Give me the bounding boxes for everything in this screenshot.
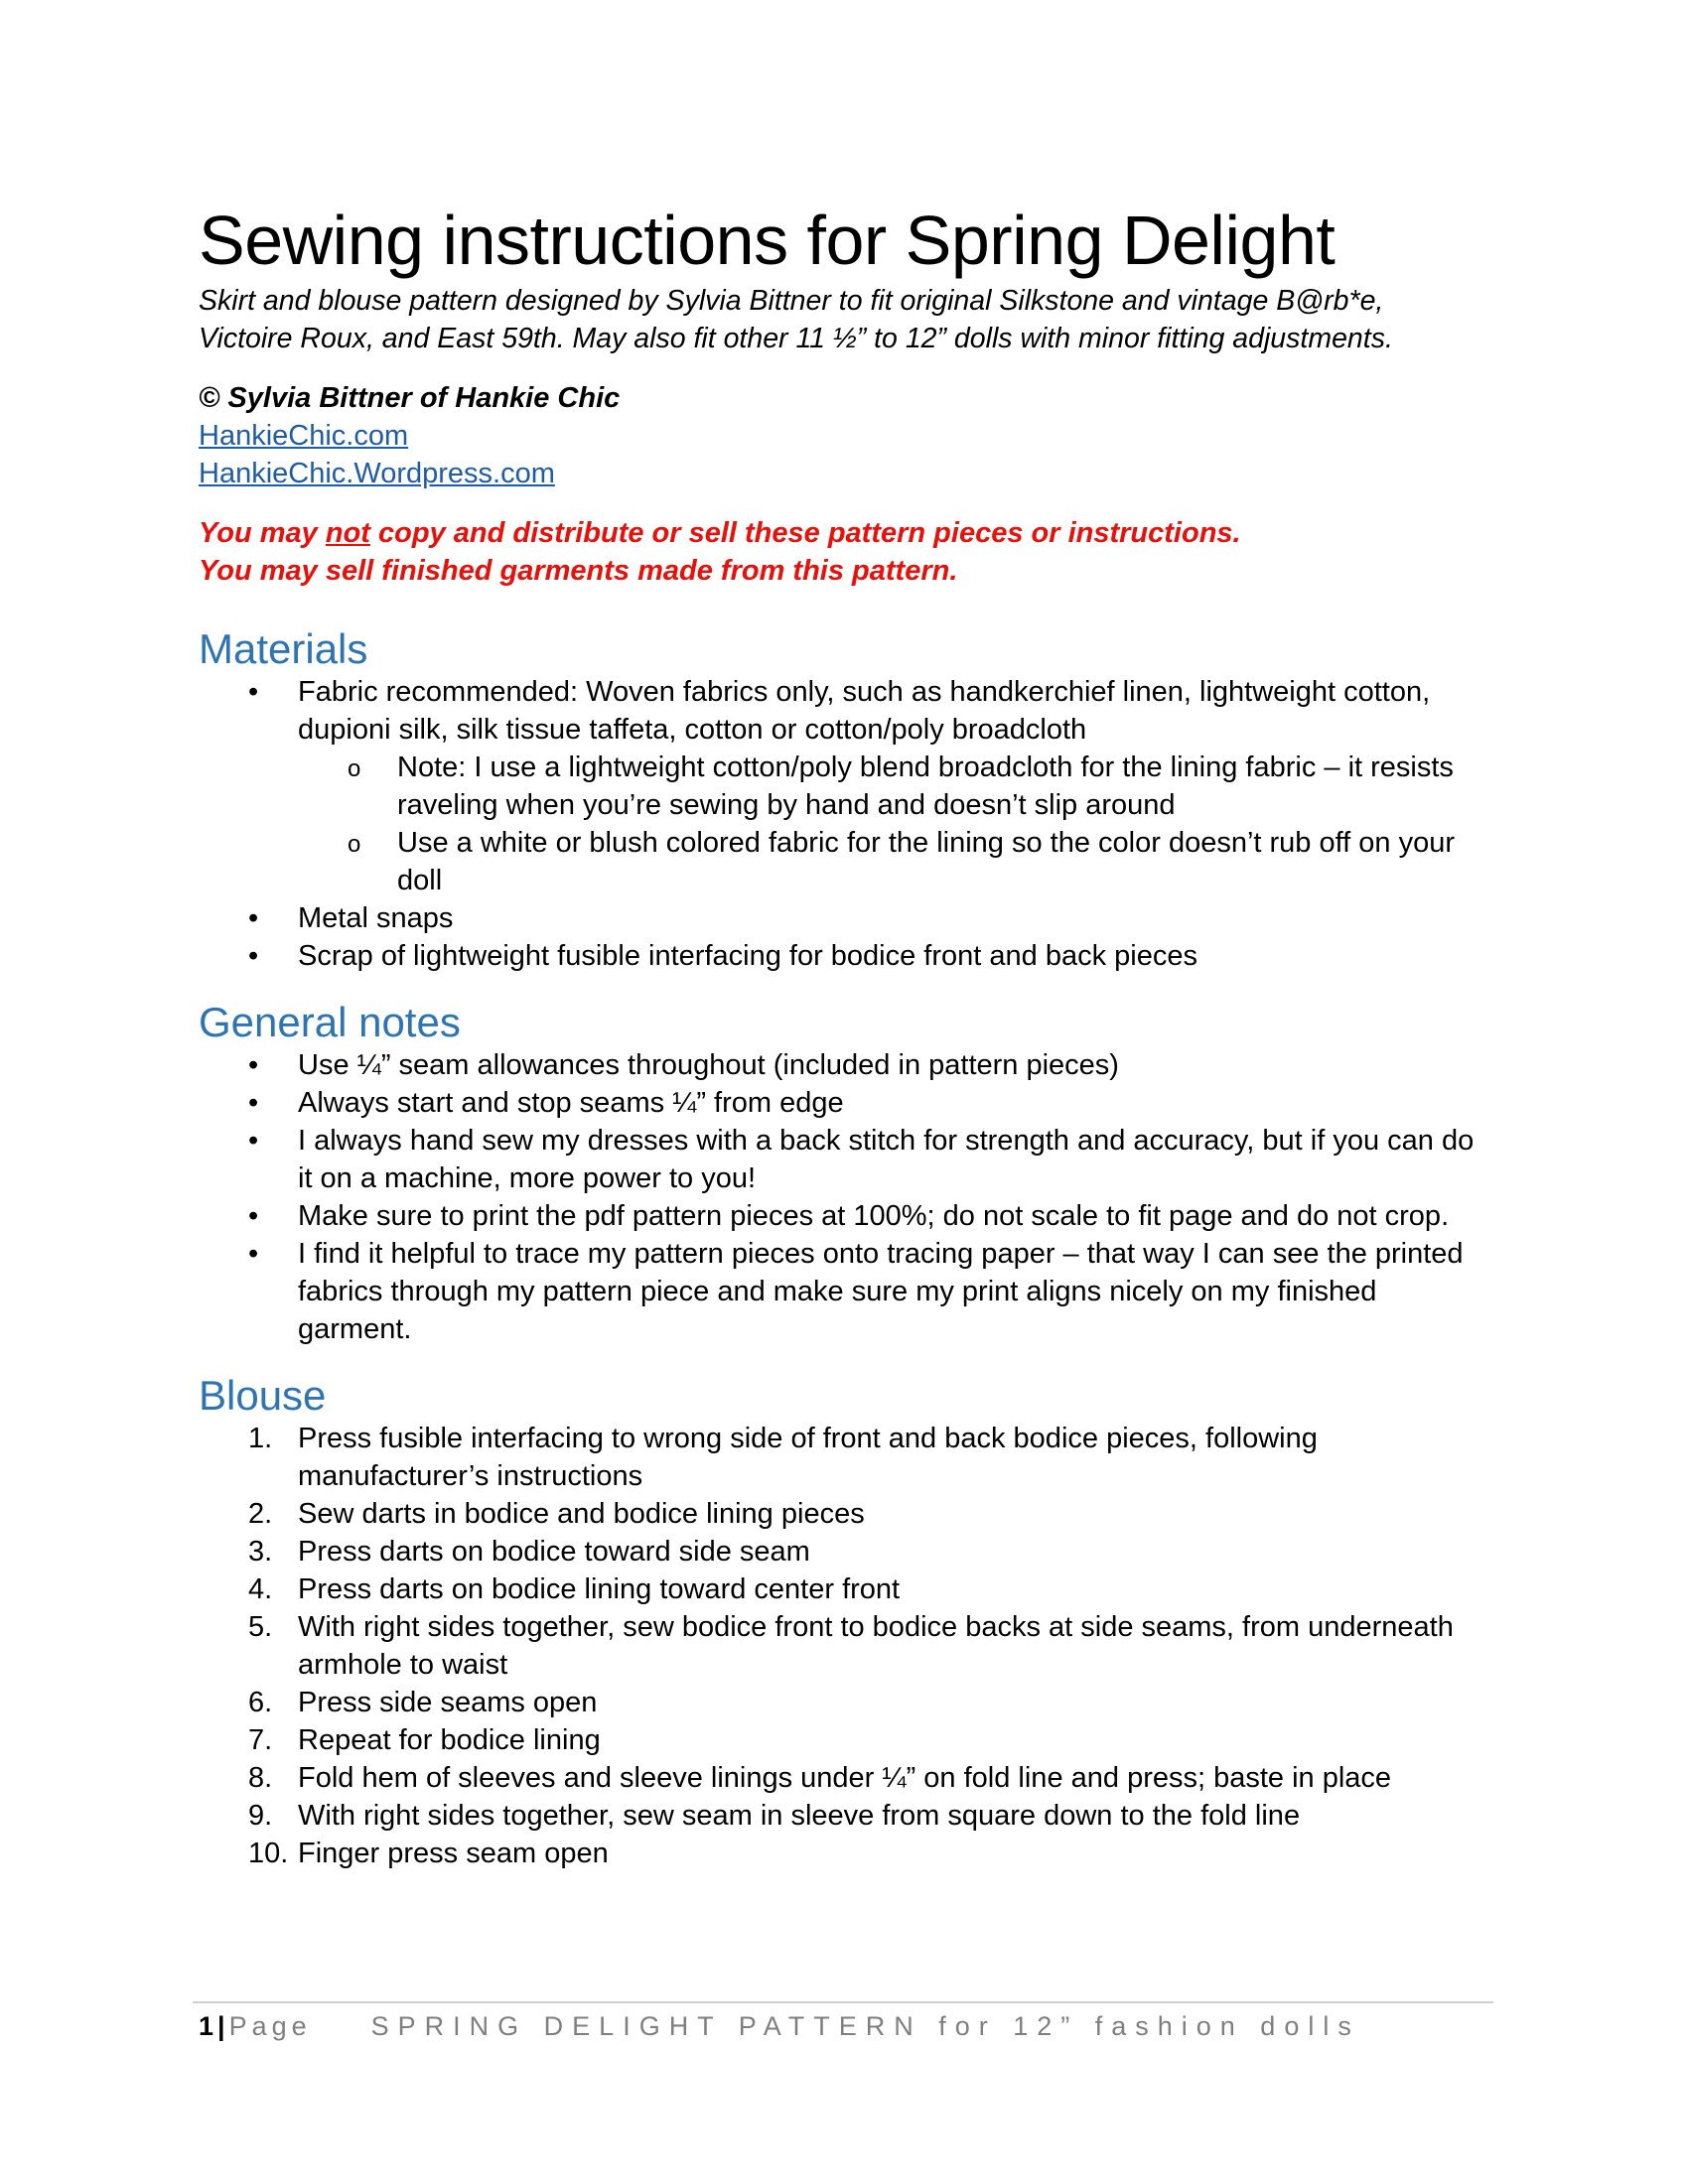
step-number: 8. (248, 1762, 273, 1794)
bullet-icon: • (248, 1087, 259, 1119)
list-item (199, 899, 1489, 937)
bullet-icon: • (248, 902, 259, 934)
general-notes-list (199, 1046, 1489, 1348)
subtitle-line: Skirt and blouse pattern designed by Sylvia Bittner to fit original Silkstone and vintage B@rb*e, (199, 285, 1384, 317)
step-number: 4. (248, 1573, 273, 1605)
copyright-notice: © Sylvia Bittner of Hankie Chic (199, 382, 621, 414)
general-notes-heading: General notes (199, 999, 461, 1045)
step-number: 9. (248, 1800, 273, 1832)
materials-list (199, 673, 1489, 975)
warning-text: copy and distribute or sell these pattern pieces or instructions. (369, 517, 1241, 549)
list-item (199, 1495, 1489, 1533)
list-item-text: Press darts on bodice lining toward center front (298, 1573, 901, 1605)
step-number: 6. (248, 1687, 273, 1718)
page-label: Page (228, 2011, 312, 2041)
materials-heading: Materials (199, 625, 368, 672)
step-number: 7. (248, 1724, 273, 1756)
warning-line-1 (199, 514, 1489, 552)
list-item-text: Use a white or blush colored fabric for the lining so the color doesn’t rub off on your doll (397, 827, 1455, 896)
list-item (199, 1608, 1489, 1684)
list-item-text: Use ¼” seam allowances throughout (included in pattern pieces) (298, 1049, 1119, 1081)
link-hankiechic-wordpress[interactable]: HankieChic.Wordpress.com (199, 458, 555, 489)
step-number: 5. (248, 1611, 273, 1643)
list-item (199, 1835, 1489, 1872)
blouse-steps-list (199, 1420, 1489, 1872)
step-number: 10. (248, 1838, 289, 1869)
list-item-text: Make sure to print the pdf pattern pieces at 100%; do not scale to fit page and do not crop. (298, 1200, 1450, 1232)
list-item-text: Fabric recommended: Woven fabrics only, such as handkerchief linen, lightweight cotton, dupioni silk, silk tissue taffeta, cotton or cotton/poly broadcloth (298, 676, 1431, 746)
list-item-text: Sew darts in bodice and bodice lining pieces (298, 1498, 865, 1530)
footer-doc-title: SPRING DELIGHT PATTERN for 12” fashion dolls (370, 2011, 1360, 2041)
list-item (199, 937, 1489, 975)
list-item-text: Press side seams open (298, 1687, 598, 1718)
circle-bullet-icon: o (348, 755, 361, 782)
list-item-text: I always hand sew my dresses with a back stitch for strength and accuracy, but if you can do it on a machine, more power to you! (298, 1125, 1475, 1194)
list-item-text: Always start and stop seams ¼” from edge (298, 1087, 844, 1119)
list-item (199, 1570, 1489, 1608)
warning-text: You may (199, 517, 326, 549)
list-item-text: Finger press seam open (298, 1838, 609, 1869)
footer-separator: | (217, 2011, 225, 2041)
list-item-text: Metal snaps (298, 902, 454, 934)
list-item-text: Fold hem of sleeves and sleeve linings under ¼” on fold line and press; baste in place (298, 1762, 1392, 1794)
list-item (199, 1684, 1489, 1721)
list-item (199, 1084, 1489, 1122)
list-item-text: Press fusible interfacing to wrong side of front and back bodice pieces, following manufacturer’s instructions (298, 1423, 1318, 1492)
list-item (199, 1797, 1489, 1835)
page-title: Sewing instructions for Spring Delight (199, 202, 1336, 279)
list-item-text: Scrap of lightweight fusible interfacing for bodice front and back pieces (298, 940, 1197, 972)
list-item (199, 1759, 1489, 1797)
link-hankiechic[interactable]: HankieChic.com (199, 420, 409, 452)
materials-sublist (298, 749, 1489, 899)
list-item (199, 1420, 1489, 1495)
circle-bullet-icon: o (348, 831, 361, 858)
list-item (199, 1235, 1489, 1348)
list-item-text: With right sides together, sew seam in sleeve from square down to the fold line (298, 1800, 1301, 1832)
copyright-warning (199, 514, 1489, 590)
bullet-icon: • (248, 1238, 259, 1270)
list-item-text: With right sides together, sew bodice front to bodice backs at side seams, from underneath armhole to waist (298, 1611, 1454, 1681)
bullet-icon: • (248, 1125, 259, 1157)
list-item-text: Repeat for bodice lining (298, 1724, 601, 1756)
list-item-text: Press darts on bodice toward side seam (298, 1536, 810, 1568)
step-number: 3. (248, 1536, 273, 1568)
bullet-icon: • (248, 1200, 259, 1232)
bullet-icon: • (248, 940, 259, 972)
page-footer (199, 2009, 1360, 2043)
sub-list-item (298, 824, 1489, 899)
bullet-icon: • (248, 676, 259, 708)
footer-divider (193, 2001, 1493, 2003)
step-number: 2. (248, 1498, 273, 1530)
bullet-icon: • (248, 1049, 259, 1081)
step-number: 1. (248, 1423, 273, 1454)
list-item (199, 1197, 1489, 1235)
list-item-text: Note: I use a lightweight cotton/poly blend broadcloth for the lining fabric – it resists raveling when you’re sewing by hand and doesn’t slip around (397, 751, 1454, 821)
list-item (199, 1533, 1489, 1570)
page-number: 1 (199, 2011, 214, 2041)
blouse-heading: Blouse (199, 1372, 327, 1419)
sub-list-item (298, 749, 1489, 824)
subtitle-line: Victoire Roux, and East 59th. May also fit other 11 ½” to 12” dolls with minor fitting adjustments. (199, 323, 1393, 354)
list-item-text: I find it helpful to trace my pattern pieces onto tracing paper – that way I can see the printed fabrics through my pattern piece and make sure my print aligns nicely on my finished garment. (298, 1238, 1464, 1345)
subtitle (199, 282, 1489, 357)
list-item (199, 1721, 1489, 1759)
warning-line-2: You may sell finished garments made from this pattern. (199, 555, 958, 587)
document-page (199, 199, 1489, 1872)
list-item (199, 1046, 1489, 1084)
warning-emphasis: not (325, 517, 370, 549)
list-item (199, 673, 1489, 899)
list-item (199, 1122, 1489, 1197)
